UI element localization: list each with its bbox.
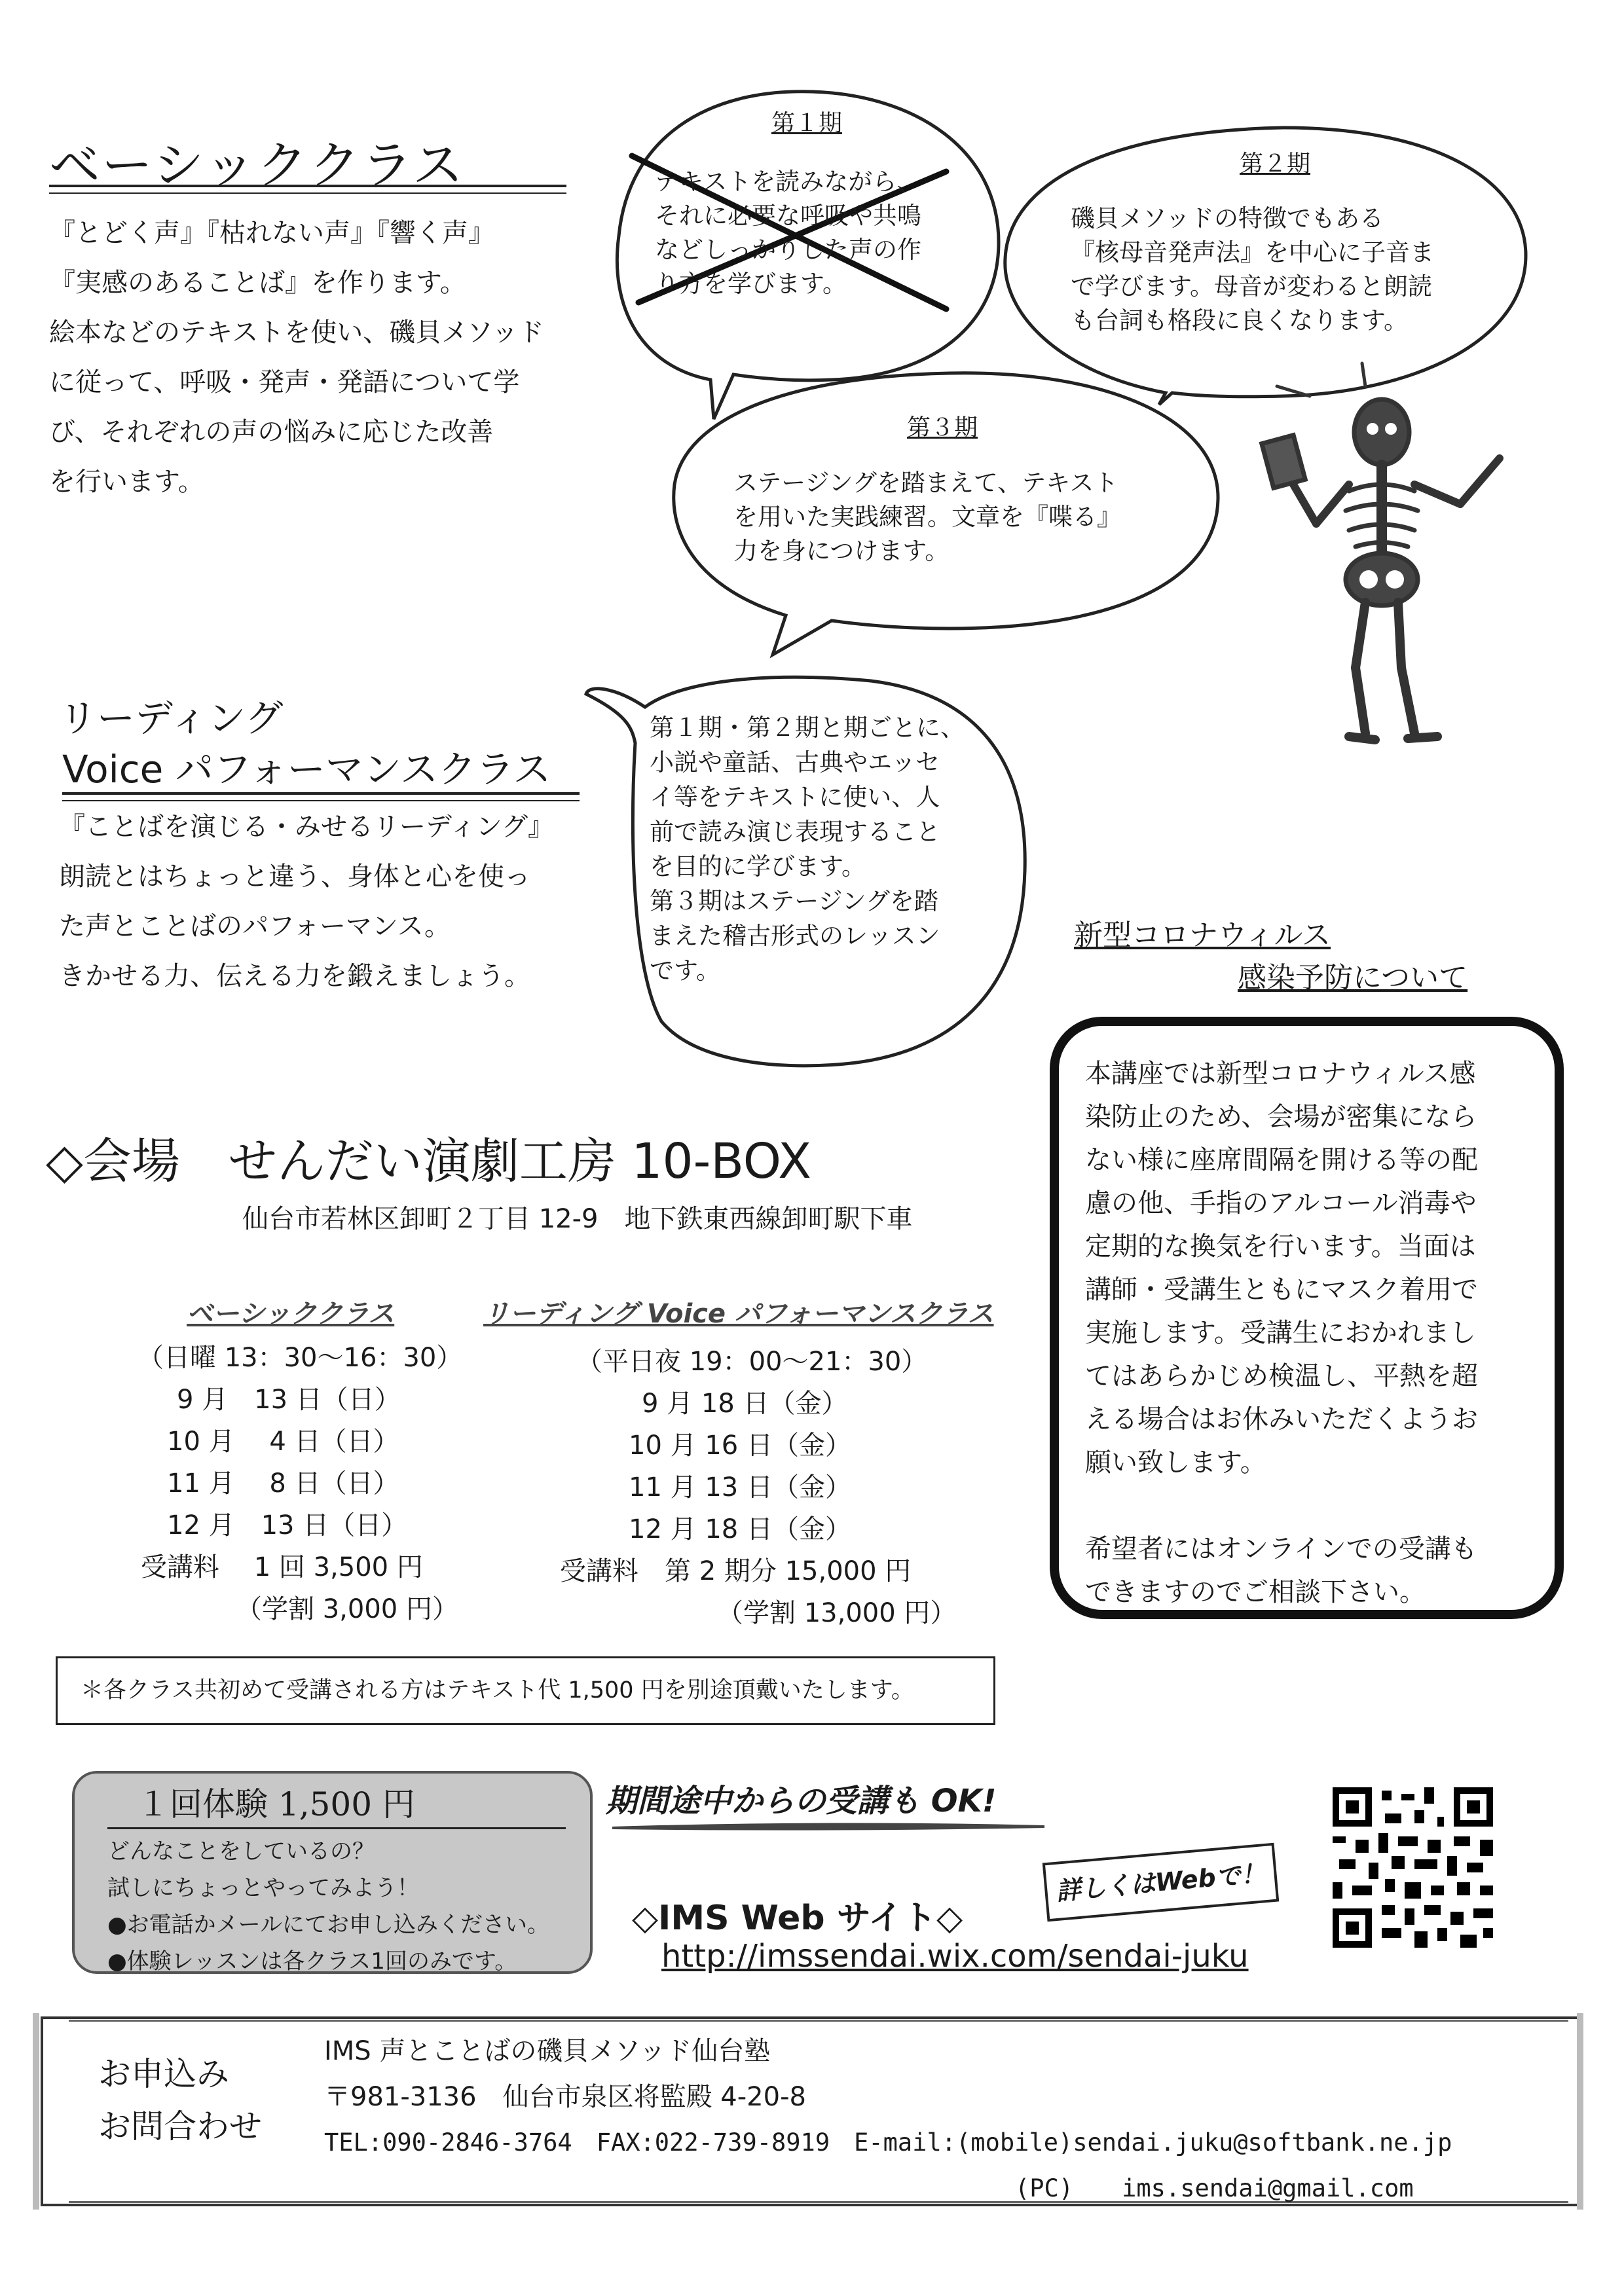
period1-title: 第１期: [771, 110, 843, 137]
reading-bubble-text: 第１期・第２期と期ごとに、 小説や童話、古典やエッセ イ等をテキストに使い、人 前で読み演じ表現すること を目的に学びます。 第３期はステージングを踏 まえた稽古形式のレッスン です。: [650, 714, 965, 985]
web-badge: 詳しくはWebで！: [1043, 1843, 1279, 1922]
address: 〒981-3136 仙台市泉区将監殿 4-20-8: [324, 2082, 806, 2112]
frame-edge: [33, 2013, 39, 2210]
contact-details: [324, 2028, 1452, 2212]
website-link[interactable]: http://imssendai.wix.com/sendai-juku: [661, 1938, 1249, 1975]
schedule-reading: （平日夜 19：00～21：30） 9 月 18 日（金） 10 月 16 日（金） 11 月 13 日（金） 12 月 18 日（金） 受講料 第 2 期分 15,000 円 （学割 13,000 円）: [560, 1347, 957, 1628]
corona-notice-box: 本講座では新型コロナウィルス感 染防止のため、会場が密集になら ない様に座席間隔を開ける等の配 慮の他、手指のアルコール消毒や 定期的な換気を行います。当面は 講師・受講生ともにマスク着用で 実施します。受講生におかれまし てはあらかじめ検温し、平熱を超 える場合はお休みいただくようお 願い致します。 希望者にはオンラインでの受講も できますのでご相談下さい。: [1050, 1017, 1564, 1619]
basic-class-title: ベーシッククラス: [49, 136, 465, 195]
trial-lesson-box: １回体験 1,500 円 どんなことをしているの？ 試しにちょっとやってみよう！ ●お電話かメールにてお申し込みください。 ●体験レッスンは各クラス1回のみです。: [72, 1771, 593, 1974]
schedule-basic: （日曜 13：30～16：30） 9 月 13 日（日） 10 月 4 日（日） 11 月 8 日（日） 12 月 13 日（日） 受講料 1 回 3,500 円 （学割 3,000 円）: [138, 1343, 463, 1624]
corona-title-2: 感染予防について: [1238, 961, 1468, 994]
title-rule: [62, 800, 580, 801]
period2-title: 第２期: [1240, 151, 1311, 177]
phone-email[interactable]: TEL:090-2846-3764 FAX:022-739-8919 E-mail:(mobile)sendai.juku@softbank.ne.jp: [324, 2128, 1452, 2157]
basic-class-description: 『とどく声』『枯れない声』『響く声』 『実感のあることば』を作ります。 絵本などのテキストを使い、磯貝メソッド に従って、呼吸・発声・発語について学 び、それぞれの声の悩みに応じた改善 を行います。: [49, 218, 544, 497]
frame-edge: [1577, 2013, 1583, 2210]
pc-email[interactable]: (PC) ims.sendai@gmail.com: [1015, 2174, 1414, 2202]
text-fee-note: ＊各クラス共初めて受講される方はテキスト代 1,500 円を別途頂戴いたします。: [56, 1656, 995, 1725]
venue-address: 仙台市若林区卸町２丁目 12-9 地下鉄東西線卸町駅下車: [242, 1204, 913, 1234]
corona-title-1: 新型コロナウィルス: [1074, 919, 1331, 952]
reading-class-title-1: リーディング: [59, 696, 284, 740]
venue-title: ◇会場 せんだい演劇工房 10-BOX: [46, 1133, 811, 1190]
skeleton-icon: [1262, 363, 1500, 740]
trial-title: １回体験 1,500 円: [137, 1785, 415, 1823]
title-rule: [62, 792, 580, 795]
org-name: IMS 声とことばの磯貝メソッド仙台塾: [324, 2036, 771, 2066]
period3-title: 第３期: [907, 414, 978, 441]
period3-text: ステージングを踏まえて、テキスト を用いた実践練習。文章を『喋る』 力を身につけます。: [733, 469, 1121, 565]
reading-class-description: 『ことばを演じる・みせるリーディング』 朗読とはちょっと違う、身体と心を使っ た声とことばのパフォーマンス。 きかせる力、伝える力を鍛えましょう。: [59, 812, 554, 991]
contact-label: お申込み お問合わせ: [98, 2055, 262, 2145]
brush-stroke: [612, 1820, 1044, 1833]
web-title: ◇IMS Web サイト◇: [632, 1899, 963, 1938]
period2-text: 磯貝メソッドの特徴でもある 『核母音発声法』を中心に子音ま で学びます。母音が変わると朗読 も台詞も格段に良くなります。: [1071, 204, 1434, 335]
schedule-basic-title: ベーシッククラス: [187, 1299, 395, 1329]
midterm-ok: 期間途中からの受講も OK!: [606, 1783, 997, 1819]
period1-text: テキストを読みながら、 それに必要な呼吸や共鳴 などしっかりした声の作 り方を学びます。: [655, 168, 921, 298]
reading-class-title-2: Voice パフォーマンスクラス: [62, 747, 551, 792]
qr-code-icon[interactable]: [1333, 1787, 1493, 1948]
schedule-reading-title: リーディング Voice パフォーマンスクラス: [483, 1299, 994, 1329]
